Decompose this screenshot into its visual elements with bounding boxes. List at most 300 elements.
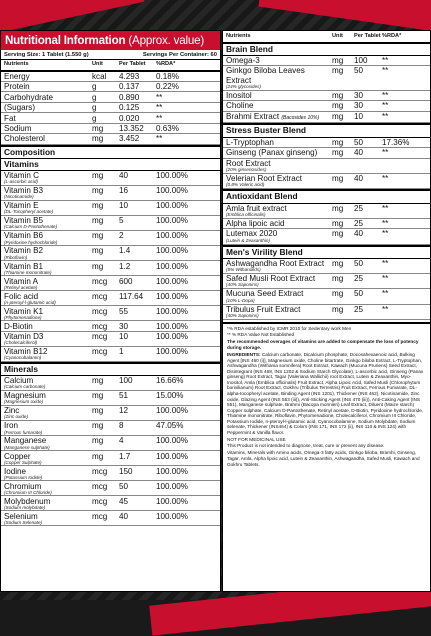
nutrient-name: Chromium: [4, 481, 42, 491]
serving-info: [1, 50, 220, 60]
nutrient-name: Brahmi Extract: [226, 112, 280, 122]
nutrient-name-cell: [226, 204, 332, 218]
nutrient-unit: mg: [332, 112, 344, 122]
nutrient-name: Velerian Root Extract: [226, 174, 303, 184]
nutrient-source: (Retinyl acetate): [4, 284, 38, 290]
nutrient-rda: 100.00%: [156, 291, 188, 301]
header-rda: %RDA*: [382, 33, 402, 39]
nutrient-rda: 100.00%: [156, 511, 188, 521]
blend-row: [223, 305, 430, 320]
nutrient-name: Ginseng (Panax ginseng): [226, 148, 318, 158]
nutrient-name-cell: [4, 482, 92, 496]
nutrient-rda: **: [382, 101, 389, 111]
blend-heading: Antioxidant Blend: [223, 189, 430, 203]
nutrient-rda: 100.00%: [156, 216, 188, 226]
nutrient-unit: mg: [92, 391, 104, 401]
nutrient-source: (Manganese sulphate): [4, 444, 50, 450]
nutrient-value: 100: [119, 376, 133, 386]
vitamin-row: [1, 246, 220, 261]
table-header: [1, 60, 220, 72]
nutrient-rda: 100.00%: [156, 496, 188, 506]
nutrient-value: 40: [354, 174, 364, 184]
header-unit: Unit: [332, 33, 343, 39]
rda-not-established-note: ** % RDA Value Not Established: [227, 331, 295, 337]
blend-heading: Stress Buster Blend: [223, 123, 430, 137]
nutrient-unit: g: [92, 92, 97, 102]
nutrient-name: Vitamin B2: [4, 246, 43, 256]
nutrient-source: (Emblica officinalis): [226, 211, 266, 217]
nutrient-rda: 16.66%: [156, 376, 184, 386]
nutrient-unit: mg: [332, 148, 344, 158]
nutrient-value: 25: [354, 203, 364, 213]
nutrient-unit: mcg: [92, 511, 108, 521]
nutrient-name-cell: [4, 216, 92, 230]
nutrient-name-cell: [4, 124, 92, 133]
nutrient-name-cell: [4, 277, 92, 291]
nutrient-value: 30: [354, 90, 364, 100]
blend-row: [223, 91, 430, 102]
nutrient-unit: mg: [92, 216, 104, 226]
nutrient-value: 5: [119, 216, 124, 226]
nutrient-value: 2: [119, 231, 124, 241]
header-rda: %RDA*: [156, 61, 176, 67]
vitamin-row: [1, 276, 220, 291]
nutrient-name: Safed Musli Root Extract: [226, 274, 316, 284]
nutrient-name-cell: [4, 376, 92, 390]
nutrient-rda: **: [382, 90, 389, 100]
nutrient-value: 0.125: [119, 103, 140, 113]
blend-row: [223, 259, 430, 274]
nutrient-name: Manganese: [4, 436, 47, 446]
nutrient-name-cell: [4, 322, 92, 331]
ingredients-text: [227, 352, 426, 435]
serving-size: Serving Size: 1 Tablet (1.550 g): [4, 52, 89, 58]
nutrient-rda: **: [382, 218, 389, 228]
nutrient-value: 0.890: [119, 92, 140, 102]
nutrient-name-cell: [4, 93, 92, 102]
nutrient-rda: **: [382, 148, 389, 158]
nutrient-rda: 100.00%: [156, 451, 188, 461]
nutrient-unit: mg: [92, 421, 104, 431]
nutrient-rda: 47.05%: [156, 421, 184, 431]
nutrient-source: (Cyanocobalamin): [4, 355, 42, 361]
vitamins-list: [1, 171, 220, 362]
vitamin-row: [1, 186, 220, 201]
nutrient-row: [1, 134, 220, 144]
nutrient-name-cell: [4, 262, 92, 276]
not-medicinal-note: NOT FOR MEDICINAL USE: [227, 437, 286, 443]
nutrient-value: 1.2: [119, 261, 131, 271]
nutrient-rda: **: [382, 258, 389, 268]
nutrient-name: Vitamin B5: [4, 216, 43, 226]
nutrient-rda: **: [382, 66, 389, 76]
nutrient-rda: 100.00%: [156, 246, 188, 256]
nutrient-rda: 100.00%: [156, 231, 188, 241]
nutrient-source: (Thiamine mononitrate): [4, 269, 52, 275]
ingredients-label: INGREDIENTS:: [227, 352, 261, 358]
nutrient-unit: mg: [92, 134, 104, 144]
mineral-row: [1, 436, 220, 451]
nutrient-unit: mcg: [92, 291, 108, 301]
vitamin-row: [1, 201, 220, 216]
nutrient-row: [1, 113, 220, 123]
nutrient-name-cell: [226, 259, 332, 273]
nutrient-name-cell: [4, 436, 92, 450]
nutrient-name: Vitamin C: [4, 171, 39, 181]
nutrient-value: 4: [119, 436, 124, 446]
nutrient-source: (Nicotinamide): [4, 194, 34, 200]
blend-row: [223, 66, 430, 90]
nutrient-name-cell: [4, 171, 92, 185]
nutrient-name-cell: [4, 103, 92, 112]
nutrient-source: (L-ascorbic acid): [4, 179, 38, 185]
nutrient-value: 51: [119, 391, 129, 401]
nutrient-unit: mg: [332, 90, 344, 100]
nutrient-value: 150: [119, 466, 133, 476]
nutrient-unit: mg: [332, 304, 344, 314]
nutrient-source: (Riboflavin): [4, 254, 28, 260]
nutrient-unit: mcg: [92, 347, 108, 357]
vitamin-row: [1, 347, 220, 362]
header-per-tablet: Per Tablet: [354, 33, 381, 39]
nutrient-name: Calcium: [4, 376, 34, 386]
nutrient-source: (Ferrous fumarate): [4, 429, 43, 435]
blend-row: [223, 56, 430, 67]
blend-list: [223, 56, 430, 123]
nutrient-source: (Zinc oxide): [4, 414, 28, 420]
nutrient-name: Folic acid: [4, 291, 39, 301]
blend-row: [223, 289, 430, 304]
nutrient-rda: 0.18%: [156, 71, 179, 81]
nutrient-source: (Lutein & Zeaxanthin): [226, 237, 270, 243]
nutrient-unit: g: [92, 113, 97, 123]
blend-row: [223, 138, 430, 149]
nutrient-name: Vitamin B12: [4, 347, 48, 357]
nutrition-panel-left: [0, 30, 221, 592]
nutrient-source: (DL-Tocopheryl acetate): [4, 209, 54, 215]
nutrient-name: Ginkgo Biloba Leaves Extract: [226, 66, 305, 85]
overage-note: The recommended overages of vitamins are added to compensate the loss of potency during storage.: [227, 339, 419, 350]
nutrient-source: (Bacosides 10%): [281, 115, 320, 122]
nutrient-value: 12: [119, 406, 129, 416]
nutrient-row: [1, 92, 220, 102]
nutrient-name: Copper: [4, 451, 31, 461]
nutrient-rda: 0.63%: [156, 123, 179, 133]
header-unit: Unit: [92, 61, 103, 67]
nutrient-unit: mg: [332, 101, 344, 111]
nutrient-unit: mg: [92, 171, 104, 181]
nutrient-name-cell: [226, 91, 332, 100]
blend-row: [223, 229, 430, 244]
nutrient-unit: mcg: [92, 466, 108, 476]
nutrient-value: 1: [119, 347, 124, 357]
nutrient-unit: mg: [92, 436, 104, 446]
composition-heading: Composition: [1, 145, 220, 159]
nutrient-rda: 17.36%: [382, 137, 410, 147]
nutrient-source: (Potassium Iodide): [4, 474, 43, 480]
blend-row: [223, 101, 430, 112]
table-header: [223, 31, 430, 44]
nutrient-name-cell: [226, 148, 332, 157]
label-notes: [223, 322, 430, 471]
nutrient-name-cell: [4, 134, 92, 143]
nutrient-unit: mcg: [92, 276, 108, 286]
nutrient-unit: kcal: [92, 71, 107, 81]
blend-list: [223, 259, 430, 320]
nutrient-value: 16: [119, 186, 129, 196]
nutrient-name: Vitamin E: [4, 201, 39, 211]
nutrient-source: (5% Withanolids): [226, 267, 261, 273]
nutrient-name: Cholesterol: [4, 134, 45, 144]
nutrient-rda: 100.00%: [156, 481, 188, 491]
nutrient-value: 40: [354, 148, 364, 158]
nutrient-name-cell: [4, 347, 92, 361]
nutrient-value: 30: [354, 101, 364, 111]
nutrient-source: (Sodium molybdate): [4, 504, 46, 510]
nutrient-name-cell: [226, 101, 332, 110]
nutrient-rda: 100.00%: [156, 306, 188, 316]
nutrient-name-cell: [226, 219, 332, 228]
nutrient-rda: 100.00%: [156, 436, 188, 446]
nutrient-value: 50: [354, 66, 364, 76]
nutrient-value: 4.293: [119, 71, 140, 81]
nutrient-name-cell: [226, 56, 332, 65]
nutrient-name-cell: [4, 186, 92, 200]
nutrient-name: Fat: [4, 113, 16, 123]
nutrient-name-cell: [4, 421, 92, 435]
nutrient-name: Vitamin K1: [4, 306, 43, 316]
minerals-list: [1, 376, 220, 526]
mineral-row: [1, 496, 220, 511]
vitamin-row: [1, 332, 220, 347]
mineral-row: [1, 451, 220, 466]
nutrient-rda: 100.00%: [156, 171, 188, 181]
nutrient-name: Inositol: [226, 90, 252, 100]
nutrient-value: 13.352: [119, 123, 144, 133]
mineral-row: [1, 511, 220, 526]
nutrient-source: (40% Saponins): [226, 282, 259, 288]
nutrient-unit: mg: [92, 451, 104, 461]
nutrient-name: Magnesium: [4, 391, 46, 401]
nutrient-rda: **: [382, 289, 389, 299]
vitamins-heading: Vitamins: [1, 159, 220, 171]
nutrient-value: 40: [354, 229, 364, 239]
nutrient-unit: mg: [92, 261, 104, 271]
nutrient-source: (10% L-Dopa): [226, 297, 255, 303]
blend-row: [223, 148, 430, 159]
vitamin-row: [1, 306, 220, 321]
nutrient-rda: 100.00%: [156, 201, 188, 211]
nutrient-rda: **: [156, 134, 163, 144]
nutrient-rda: 100.00%: [156, 276, 188, 286]
nutrient-name-cell: [4, 72, 92, 81]
nutrient-unit: mg: [92, 186, 104, 196]
title-subtext: (Approx. value): [128, 34, 205, 47]
disclaimer-note: This Product is not intended to diagnose, treat, cure or prevent any disease.: [227, 442, 385, 448]
nutrient-name: Iodine: [4, 466, 27, 476]
nutrient-value: 45: [119, 496, 129, 506]
nutrient-name: Choline: [226, 101, 254, 111]
nutrient-name: Lutemax 2020: [226, 229, 278, 239]
nutrient-unit: mg: [332, 274, 344, 284]
nutrient-row: [1, 103, 220, 113]
nutrient-name-cell: [226, 159, 332, 173]
nutrient-name: L-Tryptophan: [226, 137, 274, 147]
nutrient-name-cell: [4, 307, 92, 321]
nutrient-unit: mg: [332, 137, 344, 147]
nutrient-value: 25: [354, 274, 364, 284]
nutrient-name-cell: [4, 114, 92, 123]
nutrient-name: Tribulus Fruit Extract: [226, 304, 301, 314]
mineral-row: [1, 421, 220, 436]
nutrient-rda: **: [382, 203, 389, 213]
nutrient-name-cell: [4, 292, 92, 306]
nutrient-value: 10: [354, 112, 364, 122]
nutrient-name-cell: [4, 497, 92, 511]
nutrient-source: (0.8% Valeric acid): [226, 182, 265, 188]
nutrient-value: 1.7: [119, 451, 131, 461]
nutrient-name-cell: [4, 452, 92, 466]
nutrient-source: (Magnesium oxide): [4, 399, 44, 405]
nutrient-name: Vitamin A: [4, 276, 39, 286]
nutrient-unit: mcg: [92, 306, 108, 316]
nutrient-rda: **: [382, 55, 389, 65]
nutrient-unit: mg: [92, 376, 104, 386]
vitamin-row: [1, 216, 220, 231]
nutrient-source: (Chromium III Chloride): [4, 489, 52, 495]
product-summary: Vitamins, Minerals with Amino acids, Omega-3 fatty acids, Ginkgo biloba, Bramhi, Ginseng, Tagar, Amla, Alpha lipoic acid, Lutein & Zeaxanthin, Ashwagandha, Safed Musli, Kawach and Gokhru Tablets.: [227, 450, 420, 467]
nutrients-list: [1, 72, 220, 145]
nutrient-name: Vitamin B3: [4, 186, 43, 196]
nutrient-name: Root Extract: [226, 158, 271, 168]
nutrient-value: 0.137: [119, 82, 140, 92]
nutrient-value: 117.64: [119, 291, 144, 301]
nutrient-name: Protein: [4, 82, 30, 92]
nutrient-value: 3.452: [119, 134, 140, 144]
nutrient-name-cell: [4, 467, 92, 481]
nutrient-source: (40% Saponins): [226, 312, 259, 318]
nutrient-value: 30: [119, 321, 129, 331]
nutrition-panel-right: [222, 30, 431, 592]
blend-row: [223, 219, 430, 230]
nutrient-unit: g: [92, 103, 97, 113]
header-nutrients: Nutrients: [226, 33, 251, 39]
nutrient-name-cell: [4, 201, 92, 215]
nutrient-unit: mg: [92, 123, 104, 133]
nutrient-name-cell: [4, 332, 92, 346]
nutrient-name-cell: [226, 66, 332, 89]
nutrient-source: (Cholecalciferol): [4, 340, 38, 346]
ingredients-list: Calcium carbonate, Dicalcium phosphate, Docosahexaenoic acid, Bulking Agent [INS 460 (i)], Magnesium oxide, Choline bitartrate, Ginkgo biloba Extract, L-Tryptophan, Ashwagandha (Withania somnifera) Root Extract, Kawach (Mucuna Pruriens) Seed Extract, Disintegrant (INS 468, INS 1202 & Sodium Starch Glycolate), L-ascorbic acid, Ginseng (Panax ginseng) Root Extract, Tagar (Valeriana Wallichii) root Extract, Lutein & Zeaxanthin, Myo-Inositol, Amla (Emblica officinalis) Fruit Extract, Alpha Lipoic Acid, Safed Musli (Chlorophytum borivilianum) Root Extract, Gokhru (Tribulus Terrestris) Fruit Extract, Ferrous Fumarate, DL-alpha-tocopheryl acetate, Binding Agent (INS 1201), Thickener (INS 462), Nicotinamide, Zinc oxide, Glazing Agent (INS 553 (iii)), Anti-Sticking Agent (INS 470 (iii)), Anti-Caking Agent (INS 551), Manganese sulphate, Brahmi (Bacopa monnieri) Leaf Extract, Diluent (Maize starch) Copper sulphate, Calcium D-Pantothenate, Retinyl acetate, D-Biotin, Pyridoxine hydrochloride, Thiamine mononitrate, Riboflavin, Phytomenadione, Cholecalciferol, Chromium III Chloride, Potassium Iodide, n-pteroyl-l-glutamic acid, Cyanocobalamine, Sodium Molybdate, Sodium selenate, Thickener (INS464) & Colors (INS 171, INS 172 (ii), INS 110 & INS 124) with Peppermint & Vanilla flavor.: [227, 352, 424, 435]
nutrient-value: 50: [354, 289, 364, 299]
nutrient-name: Energy: [4, 71, 30, 81]
nutrient-row: [1, 72, 220, 82]
nutrient-value: 50: [119, 481, 129, 491]
vitamin-row: [1, 171, 220, 186]
nutrient-value: 100: [354, 55, 368, 65]
mineral-row: [1, 466, 220, 481]
nutrient-name: Mucuna Seed Extract: [226, 289, 304, 299]
nutrient-rda: **: [382, 174, 389, 184]
nutrient-unit: mg: [332, 174, 344, 184]
nutrient-row: [1, 124, 220, 134]
nutrient-rda: **: [156, 92, 163, 102]
nutrient-source: (n-pteroyl-l-glutamic acid): [4, 299, 56, 305]
nutrient-rda: **: [382, 304, 389, 314]
nutrient-value: 50: [354, 258, 364, 268]
vitamin-row: [1, 291, 220, 306]
nutrient-source: (Calcium D-Pantothenate): [4, 224, 58, 230]
nutrient-name: Vitamin D3: [4, 332, 44, 342]
nutrient-value: 8: [119, 421, 124, 431]
nutrient-name-cell: [226, 138, 332, 147]
nutrient-value: 40: [119, 511, 129, 521]
vitamin-row: [1, 321, 220, 331]
title-text: Nutritional Information: [5, 34, 126, 47]
nutrient-name: D-Biotin: [4, 321, 33, 331]
nutrient-unit: mg: [92, 201, 104, 211]
header-per-tablet: Per Tablet: [119, 61, 146, 67]
blend-row: [223, 159, 430, 174]
nutrient-value: 40: [119, 171, 129, 181]
nutrient-value: 600: [119, 276, 133, 286]
nutrition-title: [1, 31, 220, 50]
nutrient-name-cell: [4, 246, 92, 260]
vitamin-row: [1, 261, 220, 276]
nutrient-name: Carbohydrate: [4, 92, 54, 102]
nutrient-rda: **: [156, 103, 163, 113]
nutrient-unit: mg: [332, 203, 344, 213]
nutrient-unit: mcg: [92, 496, 108, 506]
nutrient-name: Selenium: [4, 511, 38, 521]
nutrient-name: Zinc: [4, 406, 20, 416]
nutrient-name: Ashwagandha Root Extract: [226, 258, 325, 268]
nutrient-name: Sodium: [4, 123, 32, 133]
nutrient-name: (Sugars): [4, 103, 36, 113]
mineral-row: [1, 391, 220, 406]
nutrient-name-cell: [4, 82, 92, 91]
nutrient-rda: 100.00%: [156, 186, 188, 196]
nutrient-value: 10: [119, 332, 129, 342]
blend-list: [223, 204, 430, 245]
nutrient-row: [1, 82, 220, 92]
nutrient-rda: 100.00%: [156, 466, 188, 476]
nutrient-rda: 0.22%: [156, 82, 179, 92]
rda-note: *% RDA established by ICMR 2010 for Sedentary work Men: [227, 325, 352, 331]
nutrient-source: (20% ginsenosides): [226, 166, 267, 172]
nutrient-value: 1.4: [119, 246, 131, 256]
blend-heading: Brain Blend: [223, 44, 430, 56]
nutrient-source: (Phytomenadione): [4, 314, 42, 320]
nutrient-rda: **: [382, 274, 389, 284]
nutrient-name: Amla fruit extract: [226, 203, 287, 213]
nutrient-name: Alpha lipoic acid: [226, 218, 285, 228]
nutrient-unit: mg: [92, 406, 104, 416]
mineral-row: [1, 406, 220, 421]
nutrient-unit: mcg: [92, 332, 108, 342]
blend-row: [223, 204, 430, 219]
blend-row: [223, 174, 430, 189]
nutrient-unit: mcg: [92, 321, 108, 331]
nutrient-unit: g: [92, 82, 97, 92]
header-nutrients: Nutrients: [4, 61, 29, 67]
nutrient-name-cell: [226, 305, 332, 319]
nutrient-name-cell: [226, 174, 332, 188]
nutrient-source: (24% glycosides): [226, 83, 261, 89]
nutrient-name-cell: [226, 112, 332, 122]
nutrient-name-cell: [226, 289, 332, 303]
nutrient-value: 25: [354, 304, 364, 314]
